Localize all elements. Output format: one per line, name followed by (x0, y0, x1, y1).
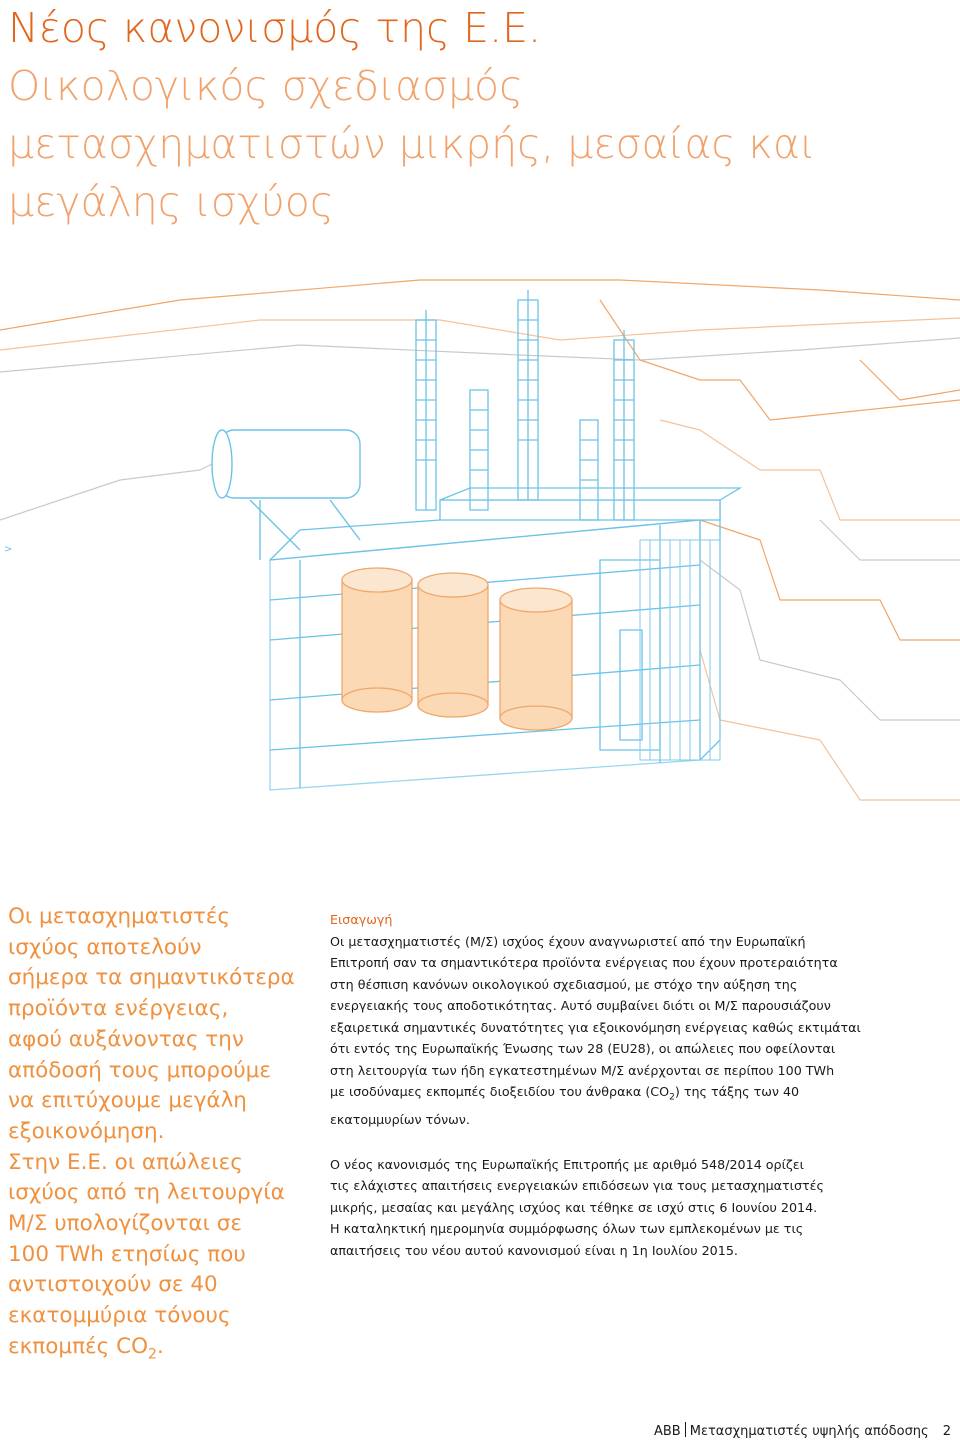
paragraph-line: ότι εντός της Ευρωπαϊκής Ένωσης των 28 (EU28), οι απώλειες που οφείλονται (330, 1041, 836, 1056)
pull-quote-line: αφού αυξάνοντας την (8, 1026, 244, 1052)
footer-brand: ABB (654, 1424, 681, 1439)
paragraph-line: Επιτροπή σαν τα σημαντικότερα προϊόντα ενέργειας που έχουν προτεραιότητα (330, 955, 838, 970)
paragraph-line: τις ελάχιστες απαιτήσεις ενεργειακών επιδόσεων για τους μετασχηματιστές (330, 1178, 824, 1194)
pull-quote-subscript: 2 (148, 1346, 157, 1363)
transformer-tank (270, 500, 720, 790)
pull-quote-line: Στην Ε.Ε. οι απώλειες (8, 1149, 243, 1175)
paragraph-line: Η καταληκτική ημερομηνία συμμόρφωσης όλων των εμπλεκομένων με τις (330, 1221, 804, 1237)
circuit-line (0, 318, 960, 350)
pull-quote (8, 902, 298, 1370)
footer-publication: Μετασχηματιστές υψηλής απόδοσης (689, 1424, 929, 1439)
paragraph-line: εξαιρετικά σημαντικές δυνατότητες για εξοικονόμηση ενέργειας καθώς εκτιμάται (330, 1019, 861, 1035)
paragraph-gap (330, 1131, 952, 1154)
pull-quote-line: απόδοσή τους μπορούμε (8, 1057, 271, 1083)
winding-2 (418, 573, 488, 717)
paragraph-line: Ο νέος κανονισμός της Ευρωπαϊκής Επιτροπής με αριθμό 548/2014 ορίζει (330, 1156, 804, 1172)
co2-prefix: με ισοδύναμες εκπομπές διοξειδίου του άνθρακα (CO (330, 1084, 670, 1099)
circuit-line (0, 338, 960, 372)
circuit-line (0, 280, 960, 330)
paragraph-line: μικρής, μεσαίας και μεγάλης ισχύος και τέθηκε σε ισχύ στις 6 Ιουνίου 2014. (330, 1199, 818, 1215)
margin-marker: > (4, 544, 13, 555)
circuit-line (700, 520, 960, 640)
paragraph-line: Οι μετασχηματιστές (Μ/Σ) ισχύος έχουν αναγνωριστεί από την Ευρωπαϊκή (330, 933, 806, 949)
bushings (416, 290, 634, 520)
intro-section (330, 909, 952, 1261)
pull-quote-line: Μ/Σ υπολογίζονται σε (8, 1211, 242, 1237)
pull-quote-line: αντιστοιχούν σε 40 (8, 1272, 218, 1298)
winding-1 (342, 568, 412, 712)
paragraph-line: στη θέσπιση κανόνων οικολογικού σχεδιασμού, με στόχο την αύξηση της (330, 976, 798, 992)
paragraph-line: ενεργειακής τους αποδοτικότητας. Αυτό συμβαίνει διότι οι Μ/Σ παρουσιάζουν (330, 998, 831, 1013)
circuit-line (820, 520, 960, 560)
pull-quote-line: 100 TWh ετησίως που (8, 1241, 246, 1267)
paragraph-line-co2 (330, 1081, 952, 1109)
circuit-line (860, 360, 960, 400)
pull-quote-line: ισχύος από τη λειτουργία (8, 1180, 285, 1206)
paragraph-line: εκατομμυρίων τόνων. (330, 1112, 470, 1128)
transformer-illustration (0, 250, 960, 870)
core-windings (342, 568, 572, 730)
title-line-3: μετασχηματιστών μικρής, μεσαίας και (8, 120, 816, 168)
page-number: 2 (942, 1424, 951, 1439)
title-line-1: Νέος κανονισμός της Ε.Ε. (8, 4, 542, 52)
pull-quote-line: Οι μετασχηματιστές (8, 904, 231, 929)
page-footer (654, 1422, 951, 1442)
paragraph-line: απαιτήσεις του νέου αυτού κανονισμού είναι η 1η Ιουλίου 2015. (330, 1242, 738, 1258)
pull-quote-line: εκατομμύρια τόνους (8, 1303, 231, 1329)
paragraph-line: στη λειτουργία των ήδη εγκατεστημένων Μ/Σ ανέρχονται σε περίπου 100 TWh (330, 1062, 835, 1078)
co2-suffix: ) της τάξης των 40 (674, 1084, 800, 1099)
pull-quote-line: εξοικονόμηση. (8, 1118, 165, 1144)
title-line-2: Οικολογικός σχεδιασμός (8, 62, 524, 110)
pull-quote-last-prefix: εκπομπές CO (8, 1333, 149, 1359)
pull-quote-line: να επιτύχουμε μεγάλη (8, 1088, 247, 1114)
top-cover (440, 488, 740, 520)
conservator-tank (212, 430, 360, 560)
footer-divider (685, 1422, 686, 1437)
pull-quote-line: προϊόντα ενέργειας, (8, 996, 229, 1022)
pull-quote-last-suffix: . (156, 1333, 164, 1359)
co2-subscript: 2 (669, 1092, 675, 1103)
pull-quote-line: σήμερα τα σημαντικότερα (8, 965, 295, 991)
circuit-line (600, 300, 960, 420)
title-line-4: μεγάλης ισχύος (8, 178, 334, 226)
winding-3 (500, 588, 572, 730)
section-heading: Εισαγωγή (330, 912, 393, 927)
pull-quote-line: ισχύος αποτελούν (8, 934, 202, 960)
